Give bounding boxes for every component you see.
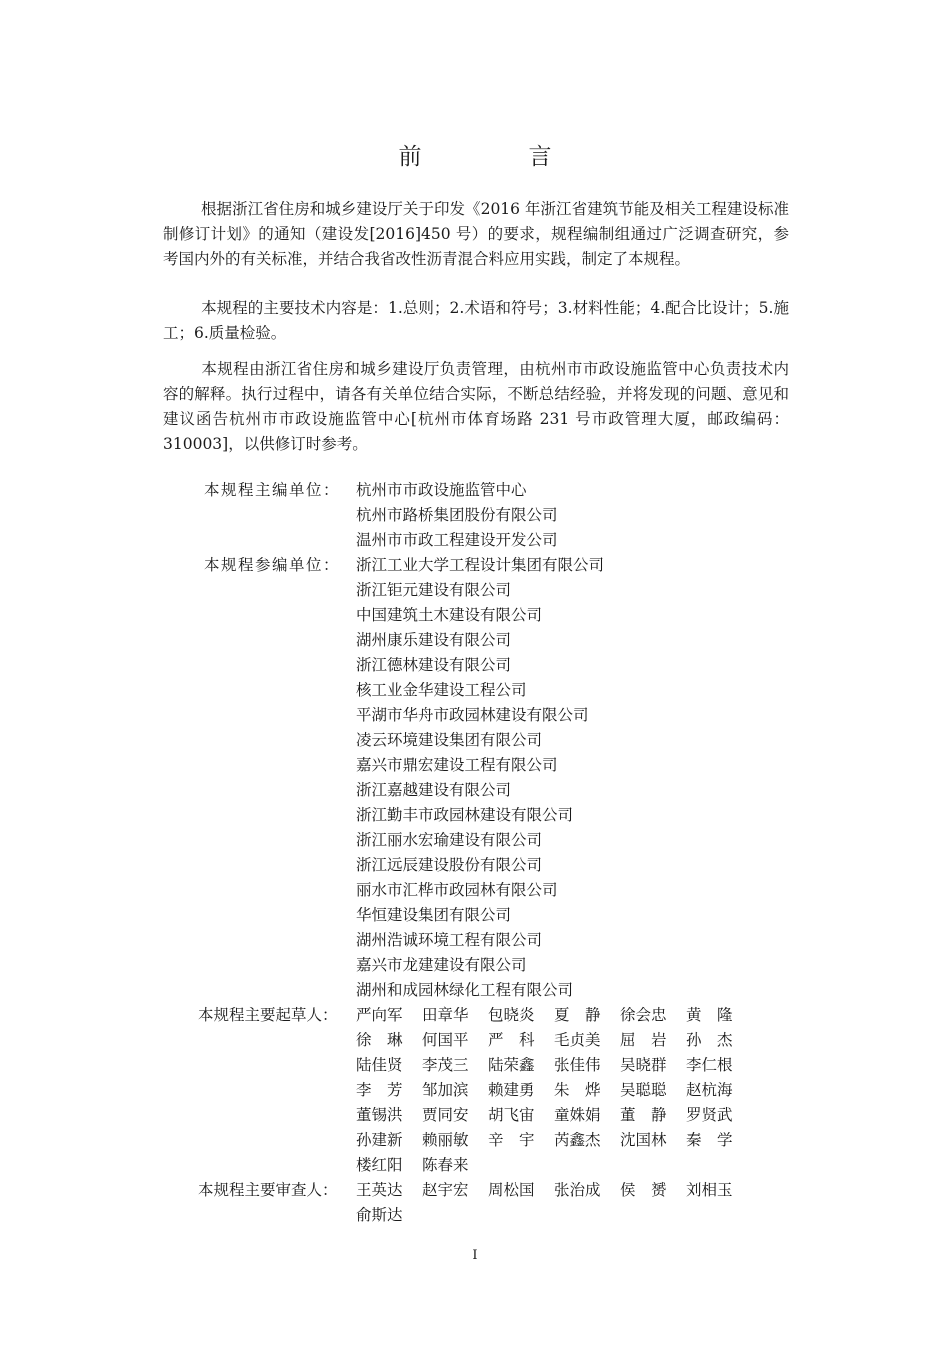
unit-item: 湖州和成园林绿化工程有限公司 — [356, 981, 574, 999]
paragraph-1: 根据浙江省住房和城乡建设厅关于印发《2016 年浙江省建筑节能及相关工程建设标准制修订计划》的通知（建设发[2016]450 号）的要求，规程编制组通过广泛调查研究，参考国内外的有关标准，并结合我省改性沥青混合料应用实践，制定了本规程。 — [163, 200, 789, 268]
person-name: 陆荣鑫 — [488, 1056, 535, 1074]
person-name: 严向军 — [356, 1006, 403, 1024]
name-row — [356, 1203, 752, 1228]
name-row — [356, 1103, 752, 1128]
unit-item: 浙江远辰建设股份有限公司 — [356, 856, 543, 874]
person-name: 陈春来 — [422, 1156, 469, 1174]
name-row — [356, 1028, 752, 1053]
person-name: 赵杭海 — [686, 1081, 733, 1099]
person-name: 毛贞美 — [554, 1031, 601, 1049]
name-row — [356, 1153, 752, 1178]
person-name: 屈 岩 — [620, 1031, 667, 1049]
person-name: 罗贤武 — [686, 1106, 733, 1124]
person-name: 李 芳 — [356, 1081, 403, 1099]
unit-item: 杭州市市政设施监管中心 — [356, 481, 527, 499]
person-name: 周松国 — [488, 1181, 535, 1199]
person-name: 沈国林 — [620, 1131, 667, 1149]
drafters-label: 本规程主要起草人： — [198, 1006, 338, 1024]
reviewers-label: 本规程主要审查人： — [198, 1181, 338, 1199]
chief-units-label: 本规程主编单位： — [204, 481, 341, 499]
page-number: I — [472, 1248, 478, 1263]
person-name: 楼红阳 — [356, 1156, 403, 1174]
person-name: 吴晓群 — [620, 1056, 667, 1074]
person-name: 田章华 — [422, 1006, 469, 1024]
person-name: 黄 隆 — [686, 1006, 733, 1024]
person-name: 胡飞宙 — [488, 1106, 535, 1124]
unit-item: 浙江钜元建设有限公司 — [356, 581, 512, 599]
unit-item: 杭州市路桥集团股份有限公司 — [356, 506, 558, 524]
person-name: 侯 赟 — [620, 1181, 667, 1199]
chief-units-list — [356, 478, 558, 553]
person-name: 孙 杰 — [686, 1031, 733, 1049]
person-name: 李茂三 — [422, 1056, 469, 1074]
name-row — [356, 1128, 752, 1153]
person-name: 陆佳贤 — [356, 1056, 403, 1074]
name-row — [356, 1003, 752, 1028]
page-title: 前 言 — [398, 144, 594, 170]
person-name: 赵宇宏 — [422, 1181, 469, 1199]
unit-item: 核工业金华建设工程公司 — [356, 681, 527, 699]
unit-item: 温州市市政工程建设开发公司 — [356, 531, 558, 549]
person-name: 邹加滨 — [422, 1081, 469, 1099]
person-name: 刘相玉 — [686, 1181, 733, 1199]
drafters-list — [356, 1003, 752, 1178]
unit-item: 丽水市汇桦市政园林有限公司 — [356, 881, 558, 899]
unit-item: 浙江勤丰市政园林建设有限公司 — [356, 806, 574, 824]
participating-units-list — [356, 553, 604, 1003]
person-name: 李仁根 — [686, 1056, 733, 1074]
name-row — [356, 1178, 752, 1203]
unit-item: 湖州浩诚环境工程有限公司 — [356, 931, 543, 949]
person-name: 何国平 — [422, 1031, 469, 1049]
person-name: 赖建勇 — [488, 1081, 535, 1099]
unit-item: 浙江工业大学工程设计集团有限公司 — [356, 556, 605, 574]
person-name: 朱 烨 — [554, 1081, 601, 1099]
unit-item: 湖州康乐建设有限公司 — [356, 631, 512, 649]
person-name: 秦 学 — [686, 1131, 733, 1149]
unit-item: 中国建筑土木建设有限公司 — [356, 606, 543, 624]
paragraph-2: 本规程的主要技术内容是：1.总则；2.术语和符号；3.材料性能；4.配合比设计；5.施工；6.质量检验。 — [163, 299, 789, 342]
unit-item: 浙江嘉越建设有限公司 — [356, 781, 512, 799]
reviewers-list — [356, 1178, 752, 1228]
person-name: 芮鑫杰 — [554, 1131, 601, 1149]
unit-item: 嘉兴市龙建建设有限公司 — [356, 956, 527, 974]
person-name: 夏 静 — [554, 1006, 601, 1024]
unit-item: 平湖市华舟市政园林建设有限公司 — [356, 706, 589, 724]
unit-item: 凌云环境建设集团有限公司 — [356, 731, 543, 749]
unit-item: 嘉兴市鼎宏建设工程有限公司 — [356, 756, 558, 774]
person-name: 孙建新 — [356, 1131, 403, 1149]
paragraph-3: 本规程由浙江省住房和城乡建设厅负责管理，由杭州市市政设施监管中心负责技术内容的解释。执行过程中，请各有关单位结合实际，不断总结经验，并将发现的问题、意见和建议函告杭州市市政设施监管中心[杭州市体育场路 231 号市政管理大厦，邮政编码：310003]，以供修订时参考。 — [163, 360, 789, 453]
person-name: 童姝娟 — [554, 1106, 601, 1124]
person-name: 张治成 — [554, 1181, 601, 1199]
person-name: 赖丽敏 — [422, 1131, 469, 1149]
person-name: 张佳伟 — [554, 1056, 601, 1074]
person-name: 董 静 — [620, 1106, 667, 1124]
person-name: 徐 琳 — [356, 1031, 403, 1049]
name-row — [356, 1078, 752, 1103]
person-name: 严 科 — [488, 1031, 535, 1049]
person-name: 王英达 — [356, 1181, 403, 1199]
person-name: 徐会忠 — [620, 1006, 667, 1024]
person-name: 辛 宇 — [488, 1131, 535, 1149]
unit-item: 华恒建设集团有限公司 — [356, 906, 512, 924]
person-name: 董锡洪 — [356, 1106, 403, 1124]
name-row — [356, 1053, 752, 1078]
participating-units-label: 本规程参编单位： — [204, 556, 341, 574]
person-name: 俞斯达 — [356, 1206, 403, 1224]
person-name: 包晓炎 — [488, 1006, 535, 1024]
person-name: 吴聪聪 — [620, 1081, 667, 1099]
unit-item: 浙江丽水宏瑜建设有限公司 — [356, 831, 543, 849]
unit-item: 浙江德林建设有限公司 — [356, 656, 512, 674]
person-name: 贾同安 — [422, 1106, 469, 1124]
